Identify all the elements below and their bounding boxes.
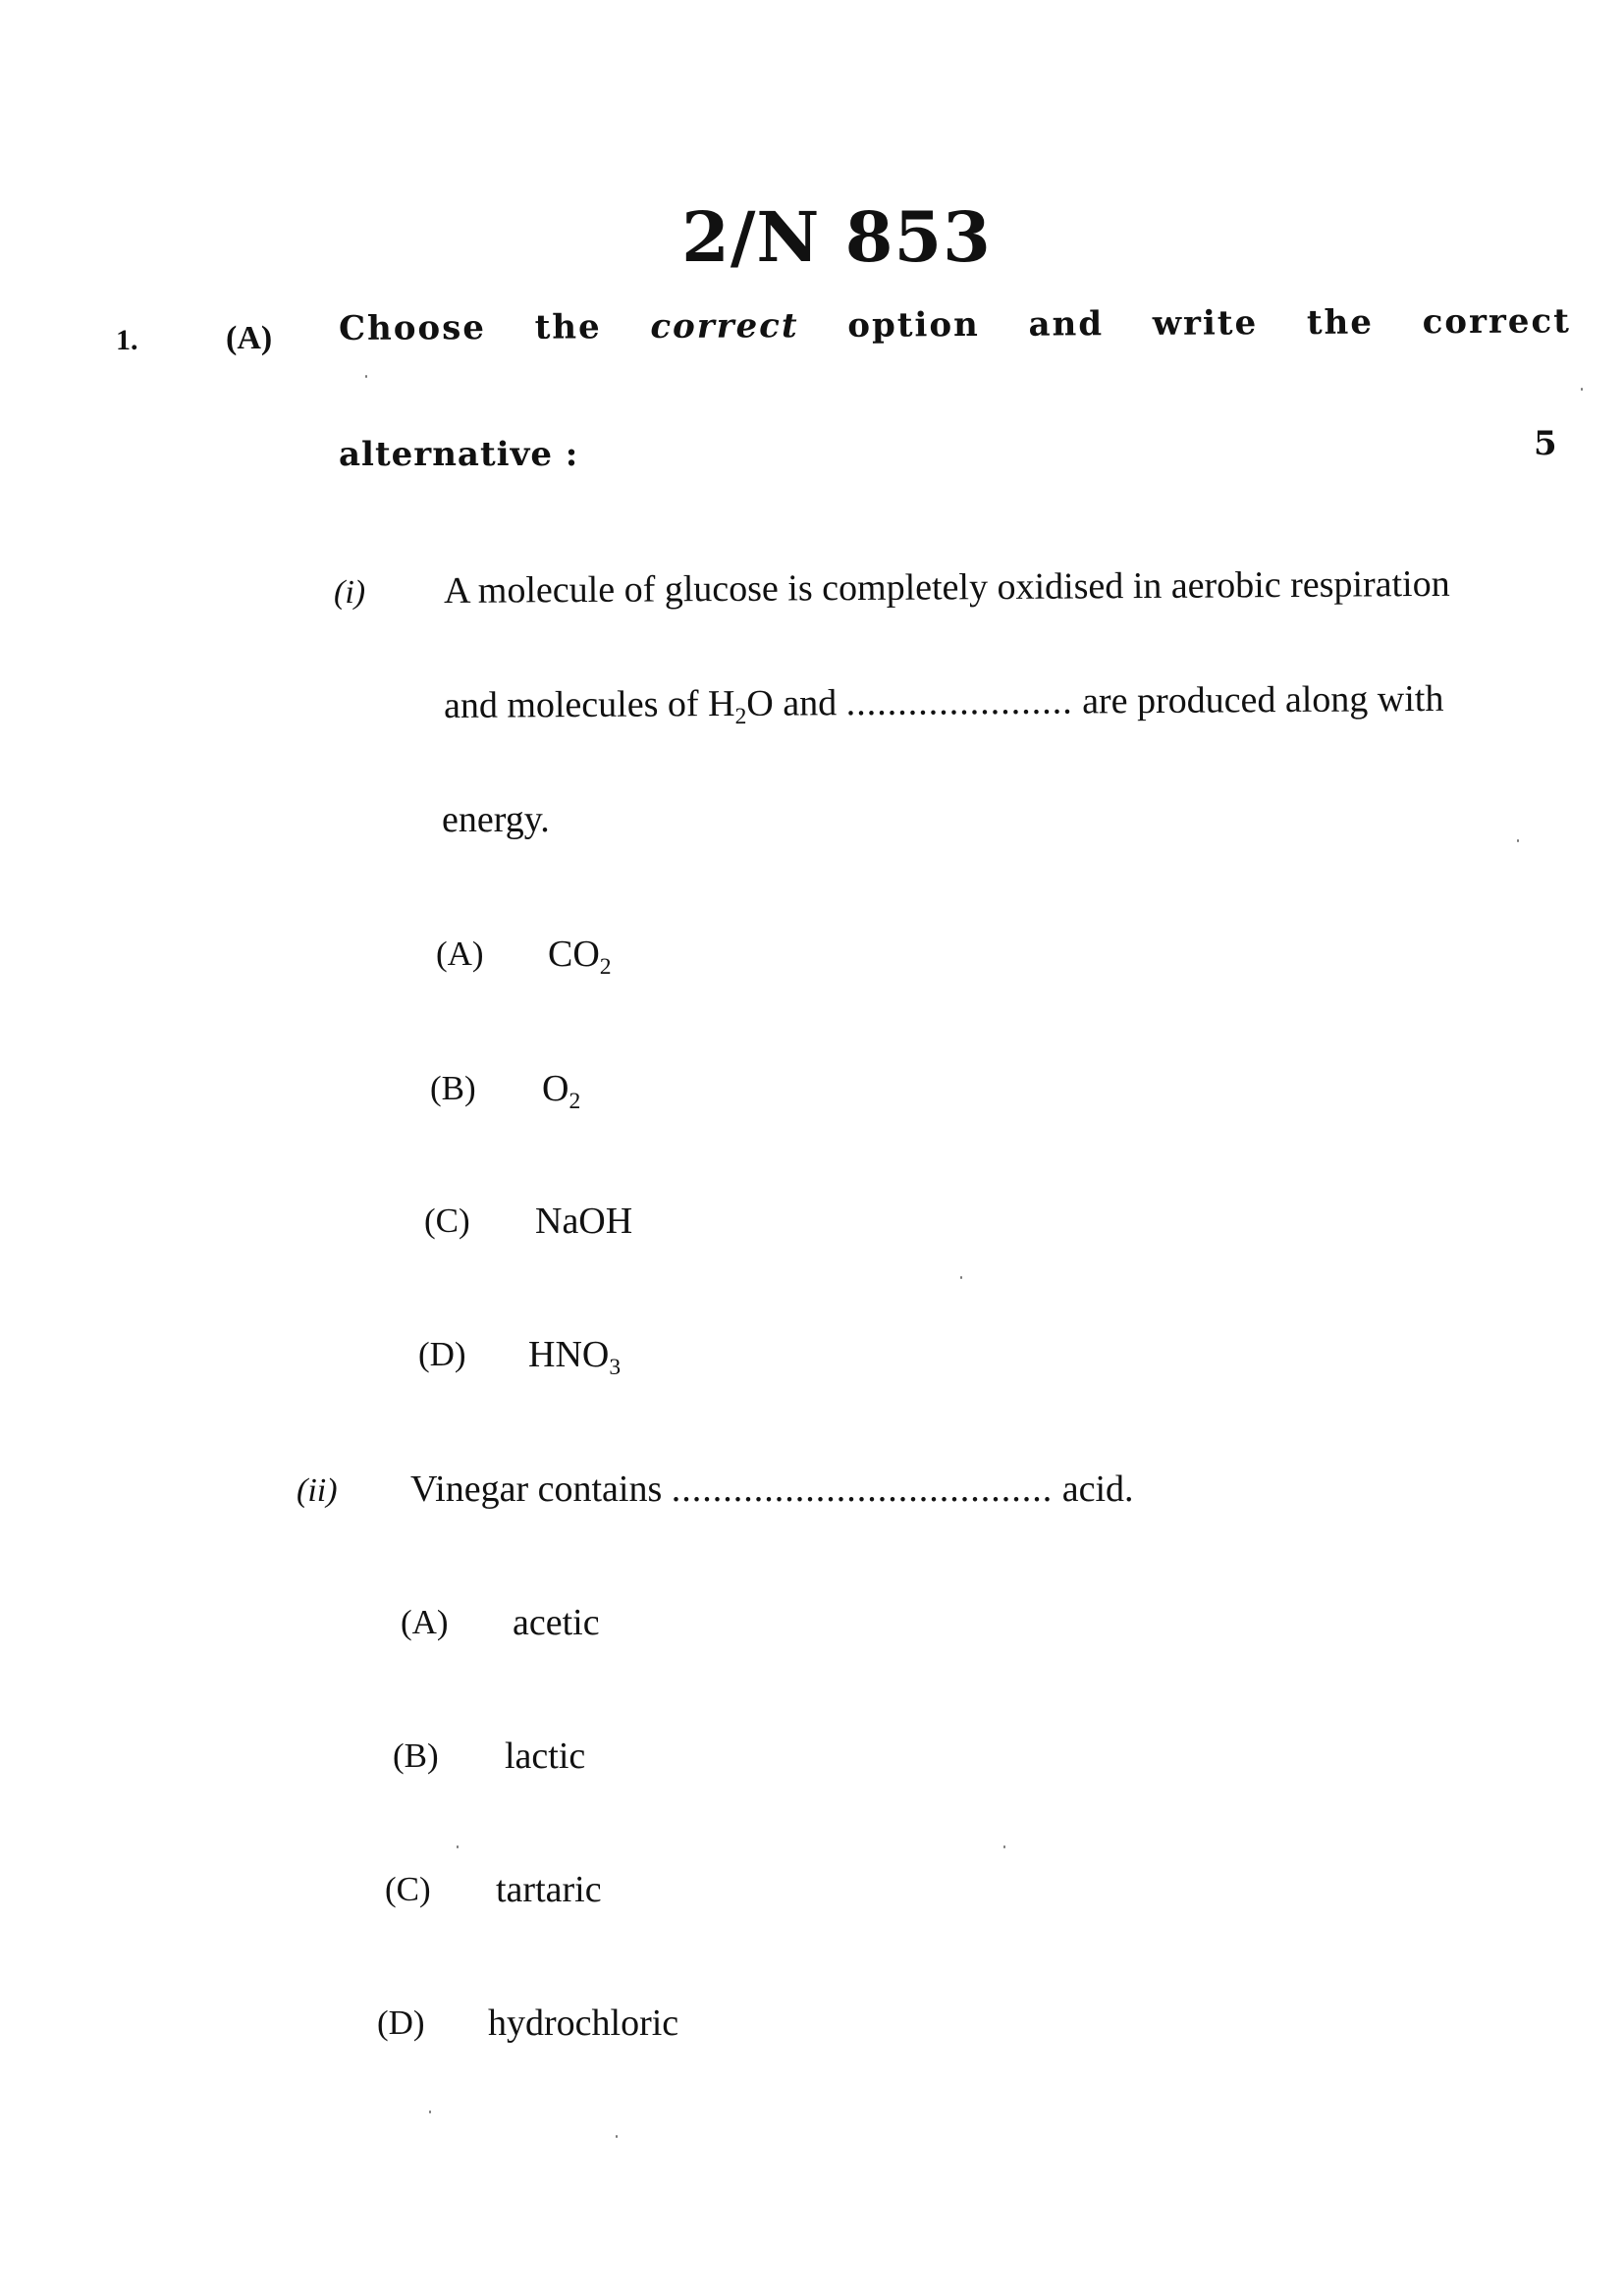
instruction-word: write [1152,303,1259,344]
sub-question-text-line: A molecule of glucose is completely oxidised in aerobic respiration [443,562,1450,612]
scan-speck [1517,839,1519,842]
instruction-word: option [847,305,980,346]
scan-speck [457,1845,459,1848]
option-text: lactic [505,1735,586,1777]
scan-speck [1003,1845,1005,1848]
sub-question-text-line [410,1468,1134,1511]
subscript: 2 [734,704,747,730]
text-fragment: O and [746,682,838,724]
instruction-word: correct [1422,301,1572,343]
option-text: tartaric [496,1869,602,1910]
option-text [528,1333,622,1381]
marks-value: 5 [1534,424,1557,463]
scan-speck [365,375,367,378]
text-fragment: acid. [1061,1468,1134,1510]
formula: CO [548,934,600,975]
sub-question-label: (ii) [297,1472,338,1509]
instruction-word-emphasis: correct [650,306,799,347]
option-text [548,933,612,981]
instruction-line-2: alternative : [339,435,579,474]
option-label: (B) [393,1736,439,1775]
scan-speck [429,2110,431,2113]
scan-speck [1581,388,1583,391]
option-text [535,1200,632,1243]
text-fragment: and molecules of H [443,682,735,726]
text-fragment: Vinegar contains [410,1468,663,1510]
option-text [542,1067,581,1115]
option-label: (A) [436,934,484,973]
option-label: (C) [424,1201,470,1240]
scan-speck [960,1276,962,1279]
option-label: (B) [430,1069,476,1107]
text-fragment: are produced along with [1081,677,1444,722]
option-label: (D) [377,2003,425,2042]
sub-question-text-line: energy. [442,799,550,840]
question-number: 1. [116,324,138,356]
sub-question-text-line [443,677,1444,730]
option-text: acetic [513,1602,600,1643]
instruction-line-1 [339,301,1571,348]
scan-speck [616,2135,618,2138]
instruction-word: and [1028,304,1105,345]
instruction-word: Choose [338,308,487,348]
subscript: 2 [568,1089,581,1115]
paper-code: 2/N 853 [681,196,992,278]
option-label: (D) [418,1335,466,1373]
subscript: 2 [599,954,612,981]
option-label: (A) [401,1603,449,1641]
option-text: hydrochloric [488,2002,679,2044]
formula: HNO [528,1334,610,1375]
instruction-word: the [1306,302,1375,343]
question-part-label: (A) [226,320,273,356]
instruction-word: the [534,307,602,347]
option-label: (C) [385,1870,431,1908]
sub-question-label: (i) [334,574,366,611]
subscript: 3 [609,1355,622,1381]
formula: O [542,1068,569,1109]
fill-in-blank: ...................... [845,680,1073,724]
formula: NaOH [535,1201,633,1242]
fill-in-blank: ..................................... [671,1468,1054,1510]
